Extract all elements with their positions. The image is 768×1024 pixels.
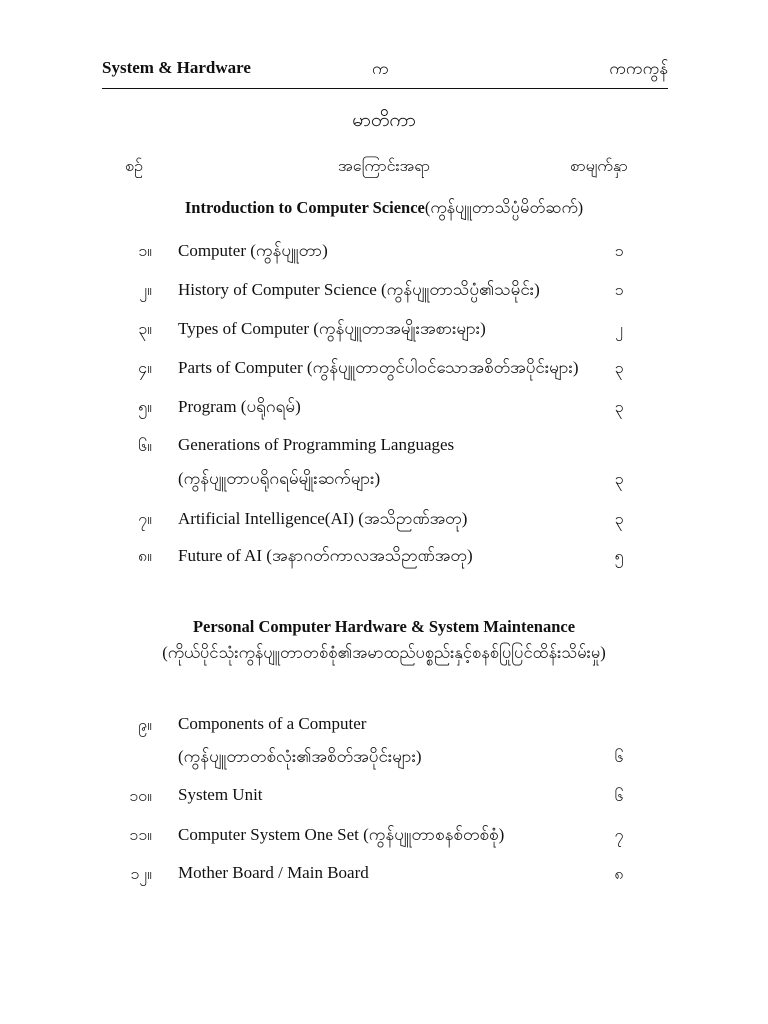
entry-text: Generations of Programming Languages — [178, 435, 455, 454]
section-title-english: Personal Computer Hardware & System Maintenance — [192, 617, 576, 636]
entry-page: ၈ — [614, 866, 624, 883]
column-header-number: စဉ် — [125, 158, 143, 175]
entry-text-continued: (ကွန်ပျူတာတစ်လုံး၏အစိတ်အပိုင်းများ) — [178, 747, 422, 766]
entry-text: Types of Computer (ကွန်ပျူတာအမျိုးအစားများ) — [178, 319, 486, 338]
section-title-myanmar: (ကိုယ်ပိုင်သုံးကွန်ပျူတာတစ်စုံ၏အမာထည်ပစ္စည်းနှင့်စနစ်ပြုပြင်ထိန်းသိမ်းမှု) — [162, 643, 606, 662]
column-header-page: စာမျက်နှာ — [570, 158, 628, 175]
entry-page: ၃ — [614, 360, 624, 377]
entry-text: System Unit — [178, 785, 263, 804]
entry-number: ၁၁။ — [129, 827, 152, 844]
header-rule — [102, 88, 668, 89]
entry-number: ၅။ — [138, 399, 152, 416]
entry-page: ၅ — [614, 548, 624, 565]
section-title — [0, 617, 768, 637]
entry-text: History of Computer Science (ကွန်ပျူတာသိပ္ပံ၏သမိုင်း) — [178, 280, 540, 299]
entry-number: ၈။ — [138, 548, 152, 565]
toc-title: မာတိကာ — [352, 110, 416, 131]
entry-number: ၁၂။ — [130, 866, 152, 883]
entry-number: ၂။ — [139, 282, 152, 299]
section-title-english: Introduction to Computer Science — [184, 198, 425, 217]
entry-page: ၇ — [614, 827, 624, 844]
running-header — [102, 56, 668, 80]
entry-text: Mother Board / Main Board — [178, 863, 369, 882]
section-title-myanmar: (ကွန်ပျူတာသိပ္ပံမိတ်ဆက်) — [424, 198, 584, 217]
entry-page: ၂ — [615, 321, 623, 338]
entry-text: Computer (ကွန်ပျူတာ) — [178, 241, 328, 260]
entry-text: Components of a Computer — [178, 714, 367, 733]
entry-number: ၁။ — [138, 243, 152, 260]
entry-text: Parts of Computer (ကွန်ပျူတာတွင်ပါဝင်သောအစိတ်အပိုင်းများ) — [178, 358, 579, 377]
entry-text-continued: (ကွန်ပျူတာပရိုဂရမ်မျိုးဆက်များ) — [178, 469, 381, 488]
entry-number: ၉။ — [138, 717, 152, 734]
entry-number: ၃။ — [138, 321, 152, 338]
entry-page: ၃ — [614, 471, 624, 488]
section-title — [0, 198, 768, 222]
entry-text: Artificial Intelligence(AI) (အသိဉာဏ်အတု) — [178, 509, 468, 528]
section-subtitle — [0, 643, 768, 667]
entry-page: ၆ — [614, 788, 624, 805]
entry-text: Program (ပရိုဂရမ်) — [178, 397, 301, 416]
entry-number: ၁၀။ — [129, 788, 152, 805]
entry-page: ၆ — [614, 749, 624, 766]
entry-text: Future of AI (အနာဂတ်ကာလအသိဉာဏ်အတု) — [178, 546, 473, 565]
entry-page: ၃ — [614, 399, 624, 416]
column-header-topic: အကြောင်းအရာ — [338, 158, 430, 175]
entry-text: Computer System One Set (ကွန်ပျူတာစနစ်တစ်စုံ) — [178, 825, 505, 844]
entry-number: ၆။ — [138, 438, 152, 455]
header-page-number: က — [372, 59, 389, 78]
entry-page: ၁ — [614, 282, 624, 299]
entry-number: ၇။ — [138, 511, 152, 528]
entry-page: ၃ — [614, 511, 624, 528]
header-right-label: ကကကွန် — [609, 59, 668, 78]
header-book-title: System & Hardware — [102, 58, 251, 77]
entry-page: ၁ — [614, 243, 624, 260]
entry-number: ၄။ — [138, 360, 152, 377]
